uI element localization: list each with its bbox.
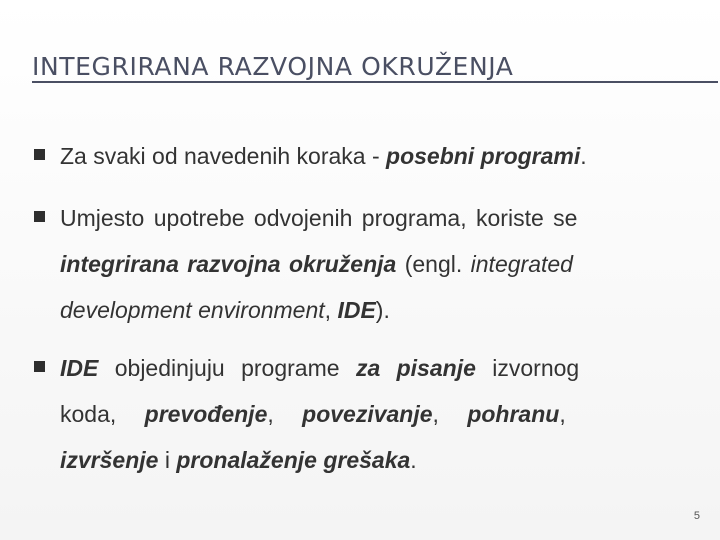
bullet-line (60, 438, 417, 482)
bullet-line (60, 196, 577, 240)
text-run: , (267, 401, 303, 427)
slide-title: INTEGRIRANA RAZVOJNA OKRUŽENJA (32, 52, 514, 81)
emphasis-text: IDE (337, 297, 376, 323)
bullet-line (60, 392, 566, 436)
page-number: 5 (693, 510, 700, 522)
text-run: , (432, 401, 468, 427)
text-run: koda, (60, 401, 145, 427)
text-run: izvornog (475, 355, 580, 381)
text-run: (engl. (396, 251, 471, 277)
square-bullet-icon (34, 361, 45, 372)
emphasis-text: prevođenje (144, 401, 268, 427)
text-run: , (559, 401, 566, 427)
italic-text: integrated (470, 251, 573, 277)
text-run: ). (375, 297, 390, 323)
text-run: i (158, 447, 177, 473)
emphasis-text: posebni programi (386, 143, 581, 169)
emphasis-text: pronalaženje grešaka (176, 447, 411, 473)
square-bullet-icon (34, 149, 45, 160)
emphasis-text: IDE (60, 355, 99, 381)
title-underline (32, 81, 718, 83)
bullet-line (60, 242, 573, 286)
text-run: , (324, 297, 338, 323)
text-run: Umjesto upotrebe odvojenih programa, koriste se (60, 205, 578, 231)
emphasis-text: povezivanje (302, 401, 433, 427)
emphasis-text: pohranu (467, 401, 560, 427)
text-run: Za svaki od navedenih koraka - (60, 143, 387, 169)
emphasis-text: za pisanje (355, 355, 476, 381)
italic-text: development environment (60, 297, 325, 323)
text-run: . (410, 447, 417, 473)
emphasis-text: integrirana razvojna okruženja (60, 251, 397, 277)
bullet-text (60, 134, 587, 178)
text-run: . (580, 143, 587, 169)
bullet-line (60, 346, 579, 390)
bullet-line (60, 288, 390, 332)
square-bullet-icon (34, 211, 45, 222)
emphasis-text: izvršenje (60, 447, 159, 473)
text-run: objedinjuju programe (98, 355, 356, 381)
